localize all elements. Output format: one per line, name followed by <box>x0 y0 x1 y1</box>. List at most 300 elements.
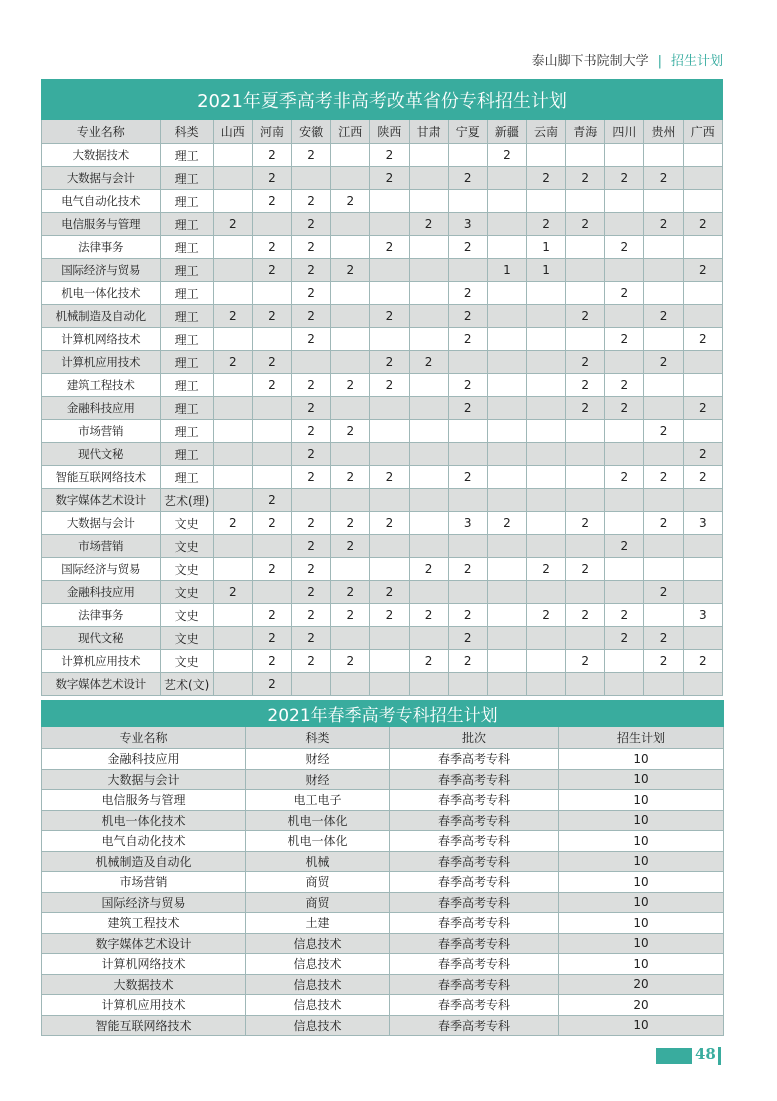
table-cell: 春季高考专科 <box>390 995 559 1016</box>
table-cell <box>370 558 409 581</box>
major-name-cell: 金融科技应用 <box>42 397 161 420</box>
major-name-cell: 智能互联网络技术 <box>42 466 161 489</box>
header-separator: | <box>657 54 662 69</box>
table-cell: 2 <box>252 305 291 328</box>
table-cell <box>487 581 526 604</box>
table-cell: 信息技术 <box>246 974 390 995</box>
table-cell: 文史 <box>160 558 213 581</box>
table-cell: 10 <box>559 851 724 872</box>
table-cell: 10 <box>559 872 724 893</box>
major-name-cell: 计算机网络技术 <box>42 954 246 975</box>
table-cell: 10 <box>559 1015 724 1036</box>
table-cell <box>566 581 605 604</box>
table-cell: 春季高考专科 <box>390 872 559 893</box>
table-cell <box>331 351 370 374</box>
table-cell: 2 <box>683 650 722 673</box>
table-cell: 2 <box>644 213 683 236</box>
column-header: 甘肃 <box>409 120 448 144</box>
table-cell: 10 <box>559 831 724 852</box>
table-row <box>42 769 724 790</box>
major-name-cell: 大数据与会计 <box>42 167 161 190</box>
table-cell: 2 <box>252 374 291 397</box>
table-cell: 2 <box>448 397 487 420</box>
table-cell: 信息技术 <box>246 1015 390 1036</box>
table-cell: 2 <box>292 282 331 305</box>
table-cell: 2 <box>448 604 487 627</box>
table-cell <box>526 144 565 167</box>
table-cell: 2 <box>370 351 409 374</box>
table-cell <box>213 236 252 259</box>
table-cell: 2 <box>605 466 644 489</box>
table-cell <box>683 535 722 558</box>
table-cell <box>213 167 252 190</box>
table-cell: 2 <box>644 627 683 650</box>
table-cell: 2 <box>448 558 487 581</box>
table-cell: 2 <box>644 420 683 443</box>
table-cell: 2 <box>409 558 448 581</box>
table-cell <box>566 489 605 512</box>
major-name-cell: 金融科技应用 <box>42 581 161 604</box>
table-cell: 2 <box>252 650 291 673</box>
table-row <box>42 1015 724 1036</box>
table-cell: 财经 <box>246 749 390 770</box>
table-cell: 2 <box>252 673 291 696</box>
table-cell <box>487 190 526 213</box>
table-cell <box>605 259 644 282</box>
table-cell: 10 <box>559 749 724 770</box>
table-cell: 2 <box>331 650 370 673</box>
table-cell: 2 <box>566 351 605 374</box>
column-header: 批次 <box>390 727 559 749</box>
table-cell: 2 <box>292 236 331 259</box>
table-cell <box>644 144 683 167</box>
table-cell <box>487 650 526 673</box>
table-cell <box>252 535 291 558</box>
table-cell <box>213 489 252 512</box>
table-cell <box>526 397 565 420</box>
table-cell: 春季高考专科 <box>390 892 559 913</box>
table-cell <box>292 489 331 512</box>
table-cell <box>331 305 370 328</box>
table-cell <box>526 650 565 673</box>
table-row <box>42 892 724 913</box>
table-cell <box>409 144 448 167</box>
table-cell: 1 <box>526 259 565 282</box>
table-cell: 2 <box>448 236 487 259</box>
table-cell: 2 <box>252 489 291 512</box>
table-cell <box>644 374 683 397</box>
table-row <box>42 351 723 374</box>
table-cell: 2 <box>252 512 291 535</box>
table-cell: 2 <box>292 213 331 236</box>
table-cell <box>252 328 291 351</box>
table-cell <box>252 420 291 443</box>
major-name-cell: 机械制造及自动化 <box>42 851 246 872</box>
table-row <box>42 558 723 581</box>
table-cell <box>409 328 448 351</box>
table-cell <box>409 627 448 650</box>
table-cell <box>252 581 291 604</box>
table-cell <box>605 581 644 604</box>
table-cell <box>487 558 526 581</box>
table-cell: 2 <box>683 259 722 282</box>
major-name-cell: 电信服务与管理 <box>42 790 246 811</box>
table-cell: 2 <box>487 144 526 167</box>
page-header <box>532 50 723 69</box>
table-row <box>42 650 723 673</box>
table-cell <box>487 420 526 443</box>
table-cell: 2 <box>605 167 644 190</box>
table-cell <box>409 581 448 604</box>
table-cell: 2 <box>292 328 331 351</box>
table-row <box>42 167 723 190</box>
table-cell: 2 <box>292 397 331 420</box>
table-cell <box>526 420 565 443</box>
table-cell: 2 <box>644 466 683 489</box>
table-cell <box>487 673 526 696</box>
table-cell: 2 <box>370 236 409 259</box>
table-cell: 3 <box>448 213 487 236</box>
table-cell <box>487 328 526 351</box>
table-cell: 2 <box>331 190 370 213</box>
table-cell <box>331 397 370 420</box>
table-cell: 2 <box>213 351 252 374</box>
column-header: 青海 <box>566 120 605 144</box>
table-cell <box>683 167 722 190</box>
table-cell <box>213 535 252 558</box>
table-cell <box>526 190 565 213</box>
table-cell: 春季高考专科 <box>390 749 559 770</box>
table-cell: 文史 <box>160 581 213 604</box>
table-cell <box>487 443 526 466</box>
table-cell <box>370 627 409 650</box>
table-cell: 2 <box>566 213 605 236</box>
table-cell <box>331 489 370 512</box>
table-cell: 2 <box>566 167 605 190</box>
table-cell: 2 <box>292 558 331 581</box>
table-row <box>42 466 723 489</box>
table-cell: 土建 <box>246 913 390 934</box>
table-cell: 文史 <box>160 512 213 535</box>
table-row <box>42 749 724 770</box>
table-cell <box>213 144 252 167</box>
major-name-cell: 机电一体化技术 <box>42 810 246 831</box>
column-header: 陕西 <box>370 120 409 144</box>
major-name-cell: 建筑工程技术 <box>42 913 246 934</box>
table-cell <box>370 397 409 420</box>
table-cell <box>526 351 565 374</box>
table-cell: 2 <box>566 397 605 420</box>
table-cell <box>566 236 605 259</box>
table-cell <box>213 443 252 466</box>
major-name-cell: 市场营销 <box>42 872 246 893</box>
table-cell: 10 <box>559 913 724 934</box>
table-cell <box>448 443 487 466</box>
table-cell <box>252 466 291 489</box>
table-cell: 2 <box>487 512 526 535</box>
table-cell <box>644 558 683 581</box>
table-cell: 2 <box>213 581 252 604</box>
major-name-cell: 法律事务 <box>42 236 161 259</box>
table-cell: 2 <box>644 512 683 535</box>
table-row <box>42 190 723 213</box>
major-name-cell: 电信服务与管理 <box>42 213 161 236</box>
table-cell: 2 <box>605 282 644 305</box>
table-cell: 2 <box>252 190 291 213</box>
table-cell <box>487 489 526 512</box>
table-cell <box>526 512 565 535</box>
table-cell: 理工 <box>160 420 213 443</box>
table-cell <box>409 305 448 328</box>
table-cell: 2 <box>292 466 331 489</box>
table-cell <box>448 535 487 558</box>
table-cell: 2 <box>683 328 722 351</box>
table-cell <box>566 144 605 167</box>
table-cell <box>526 535 565 558</box>
table-row <box>42 790 724 811</box>
table-cell <box>409 397 448 420</box>
table-cell: 春季高考专科 <box>390 851 559 872</box>
table-cell <box>566 259 605 282</box>
summer-enrollment-table <box>41 79 723 696</box>
table-cell: 20 <box>559 974 724 995</box>
table-row <box>42 213 723 236</box>
table-cell: 10 <box>559 892 724 913</box>
table-cell: 2 <box>566 558 605 581</box>
table-cell <box>487 535 526 558</box>
table-cell <box>370 420 409 443</box>
table-row <box>42 489 723 512</box>
major-name-cell: 电气自动化技术 <box>42 831 246 852</box>
table-row <box>42 872 724 893</box>
table-cell <box>605 673 644 696</box>
table-cell <box>605 190 644 213</box>
table-cell <box>213 558 252 581</box>
table-cell <box>683 374 722 397</box>
major-name-cell: 智能互联网络技术 <box>42 1015 246 1036</box>
table-cell <box>644 535 683 558</box>
major-name-cell: 计算机应用技术 <box>42 650 161 673</box>
table-cell <box>292 673 331 696</box>
table-cell: 2 <box>252 167 291 190</box>
table-row <box>42 397 723 420</box>
table-cell: 10 <box>559 954 724 975</box>
table-cell <box>448 190 487 213</box>
table-cell: 10 <box>559 933 724 954</box>
table-cell: 2 <box>370 167 409 190</box>
table-cell: 理工 <box>160 213 213 236</box>
table-cell: 2 <box>370 466 409 489</box>
table-row <box>42 995 724 1016</box>
table-cell: 2 <box>683 466 722 489</box>
table-row <box>42 974 724 995</box>
table-cell <box>566 190 605 213</box>
table-row <box>42 810 724 831</box>
table-cell: 理工 <box>160 397 213 420</box>
table-cell <box>331 443 370 466</box>
major-name-cell: 国际经济与贸易 <box>42 558 161 581</box>
table-cell: 2 <box>370 144 409 167</box>
table-row <box>42 282 723 305</box>
table-cell: 2 <box>605 236 644 259</box>
table-cell: 2 <box>566 305 605 328</box>
major-name-cell: 数字媒体艺术设计 <box>42 673 161 696</box>
major-name-cell: 法律事务 <box>42 604 161 627</box>
table-cell <box>370 190 409 213</box>
table-row <box>42 913 724 934</box>
table-cell <box>605 443 644 466</box>
table-cell <box>370 443 409 466</box>
table-cell <box>213 466 252 489</box>
major-name-cell: 计算机应用技术 <box>42 995 246 1016</box>
major-name-cell: 现代文秘 <box>42 627 161 650</box>
table-cell <box>566 420 605 443</box>
table-cell <box>409 673 448 696</box>
table-cell <box>331 558 370 581</box>
table-cell: 1 <box>526 236 565 259</box>
page-number-rule <box>718 1047 721 1065</box>
table-cell: 商贸 <box>246 872 390 893</box>
table-cell: 2 <box>605 627 644 650</box>
table-cell <box>213 604 252 627</box>
column-header: 安徽 <box>292 120 331 144</box>
table-cell: 2 <box>644 167 683 190</box>
table-cell <box>644 236 683 259</box>
table-cell: 春季高考专科 <box>390 831 559 852</box>
table-cell: 理工 <box>160 259 213 282</box>
column-header: 四川 <box>605 120 644 144</box>
table-cell: 春季高考专科 <box>390 954 559 975</box>
table-cell: 理工 <box>160 351 213 374</box>
table-cell: 理工 <box>160 144 213 167</box>
table-cell <box>331 167 370 190</box>
major-name-cell: 机电一体化技术 <box>42 282 161 305</box>
table-cell <box>487 374 526 397</box>
table-cell: 2 <box>409 351 448 374</box>
table-cell <box>213 420 252 443</box>
table-cell <box>566 443 605 466</box>
table-cell <box>448 144 487 167</box>
table-cell <box>566 535 605 558</box>
table-cell <box>487 305 526 328</box>
table-cell <box>409 489 448 512</box>
table-cell <box>252 443 291 466</box>
table-cell: 2 <box>292 650 331 673</box>
table-cell: 春季高考专科 <box>390 810 559 831</box>
table-cell <box>448 351 487 374</box>
table-cell: 2 <box>331 374 370 397</box>
table-cell <box>683 627 722 650</box>
table-cell <box>370 213 409 236</box>
table-cell: 2 <box>409 604 448 627</box>
table-cell <box>644 328 683 351</box>
major-name-cell: 机械制造及自动化 <box>42 305 161 328</box>
table-cell <box>526 466 565 489</box>
table-row <box>42 954 724 975</box>
table-cell <box>644 282 683 305</box>
table-cell: 2 <box>292 581 331 604</box>
table-cell <box>409 443 448 466</box>
table-cell: 2 <box>370 512 409 535</box>
table-row <box>42 144 723 167</box>
table-cell <box>605 420 644 443</box>
table-cell <box>409 282 448 305</box>
table-cell: 理工 <box>160 466 213 489</box>
column-header: 招生计划 <box>559 727 724 749</box>
table-cell <box>683 305 722 328</box>
column-header: 专业名称 <box>42 120 161 144</box>
table-cell <box>683 282 722 305</box>
table-cell: 2 <box>605 374 644 397</box>
table-cell: 2 <box>448 374 487 397</box>
table-cell: 2 <box>292 535 331 558</box>
table-cell: 2 <box>683 443 722 466</box>
table-cell <box>409 466 448 489</box>
table-cell <box>213 673 252 696</box>
table-cell <box>526 282 565 305</box>
table-cell <box>292 351 331 374</box>
table-cell: 10 <box>559 769 724 790</box>
table-cell <box>683 673 722 696</box>
table-cell <box>409 535 448 558</box>
column-header: 新疆 <box>487 120 526 144</box>
table-cell: 信息技术 <box>246 954 390 975</box>
table-cell: 2 <box>213 512 252 535</box>
table-cell: 2 <box>448 627 487 650</box>
table-cell: 2 <box>448 167 487 190</box>
major-name-cell: 国际经济与贸易 <box>42 259 161 282</box>
table-cell: 2 <box>526 604 565 627</box>
table-cell <box>526 673 565 696</box>
table-cell <box>370 650 409 673</box>
table-cell: 2 <box>644 351 683 374</box>
table-cell <box>448 489 487 512</box>
table-cell: 2 <box>331 420 370 443</box>
table-cell <box>605 144 644 167</box>
table-cell <box>683 420 722 443</box>
table-cell: 3 <box>683 604 722 627</box>
table-cell <box>487 466 526 489</box>
major-name-cell: 大数据技术 <box>42 144 161 167</box>
column-header: 专业名称 <box>42 727 246 749</box>
table-cell <box>331 282 370 305</box>
table-row <box>42 305 723 328</box>
spring-table-title: 2021年春季高考专科招生计划 <box>42 701 724 727</box>
table-cell: 2 <box>331 581 370 604</box>
table-cell: 2 <box>644 305 683 328</box>
major-name-cell: 金融科技应用 <box>42 749 246 770</box>
table-cell: 机电一体化 <box>246 810 390 831</box>
page-number: 48 <box>695 1045 716 1063</box>
table-cell <box>213 397 252 420</box>
table-cell <box>448 420 487 443</box>
table-cell <box>487 213 526 236</box>
table-cell <box>213 627 252 650</box>
table-cell <box>605 351 644 374</box>
table-row <box>42 328 723 351</box>
table-cell <box>213 190 252 213</box>
table-cell: 2 <box>370 581 409 604</box>
table-cell <box>409 167 448 190</box>
table-cell: 3 <box>448 512 487 535</box>
table-cell <box>448 259 487 282</box>
table-row <box>42 512 723 535</box>
table-cell <box>526 443 565 466</box>
table-cell <box>644 604 683 627</box>
table-cell: 文史 <box>160 604 213 627</box>
table-cell <box>605 512 644 535</box>
table-cell <box>605 489 644 512</box>
